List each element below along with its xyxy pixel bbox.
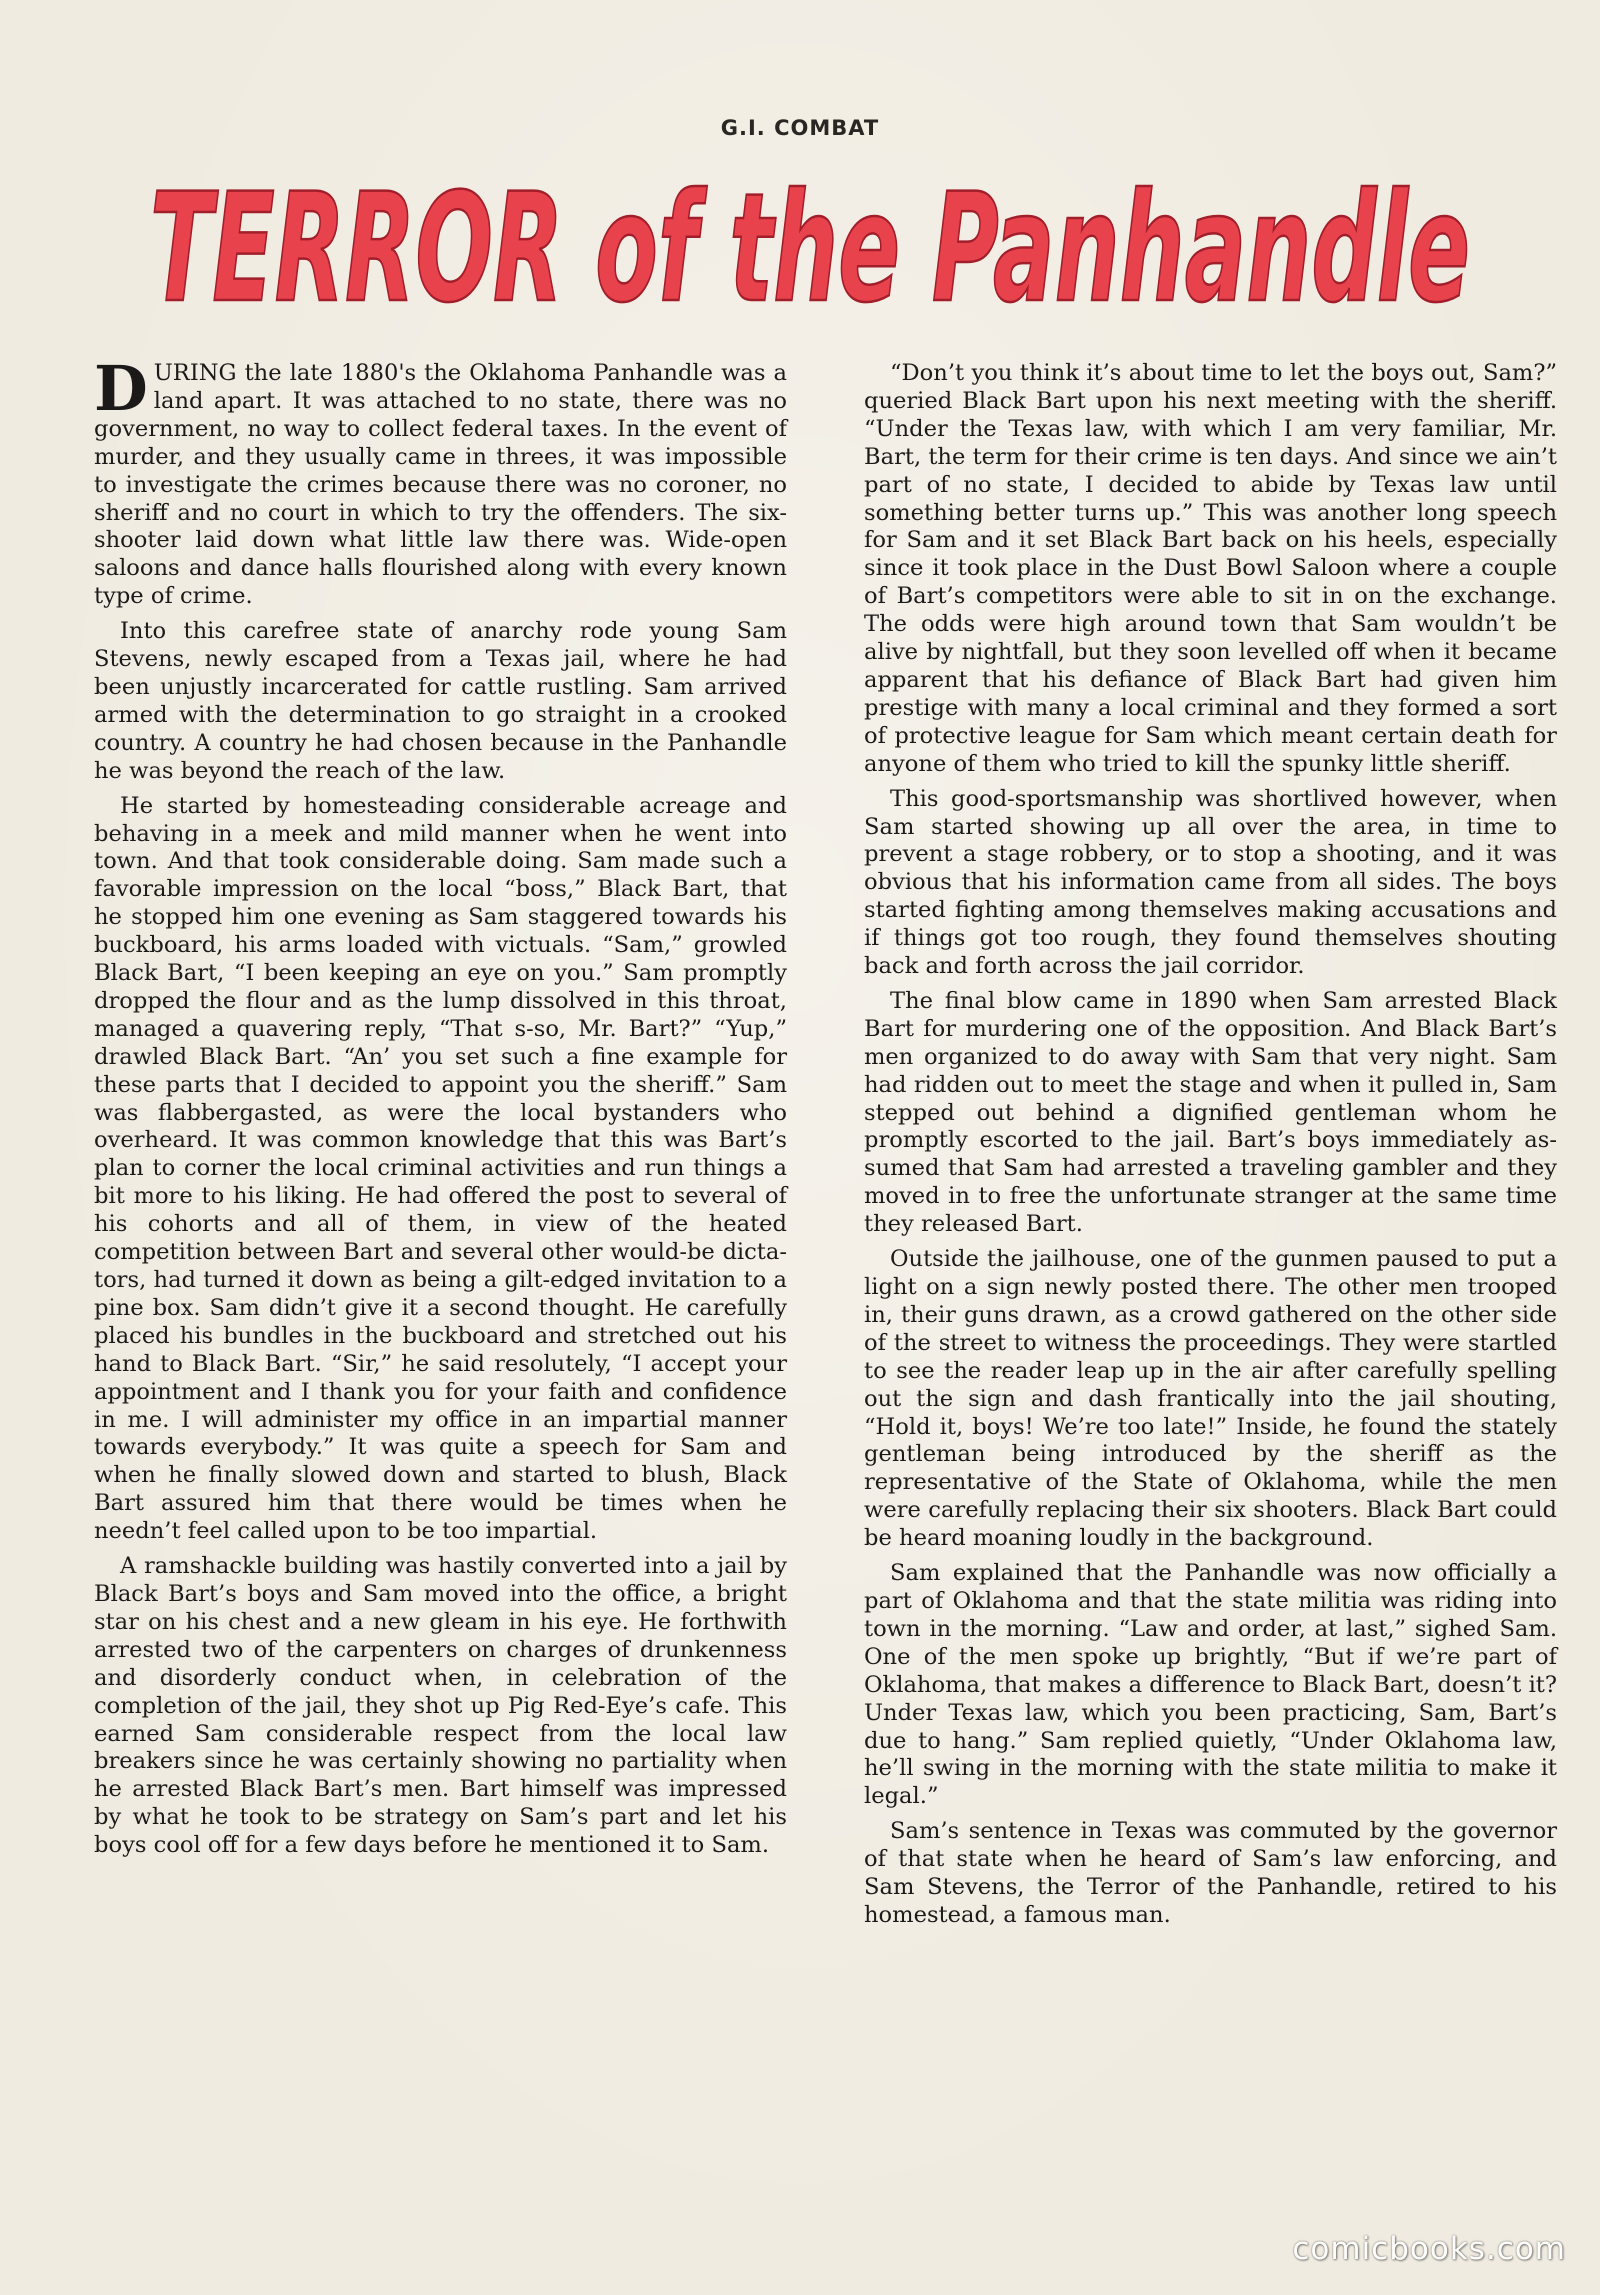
story-paragraph: A ramshackle building was hastily converted into a jail by Black Bart’s boys and Sam moved into the office, a bright star on his chest and a new gleam in his eye. He forthwith arrested two of the carpenters on charges of drunkenness and disorderly conduct when, in celebration of the completion of the jail, they shot up Pig Red-Eye’s cafe. This earned Sam considerable respect from the local law breakers since he was certainly showing no partiality when he arrested Black Bart’s men. Bart himself was impressed by what he took to be strategy on Sam’s part and let his boys cool off for a few days before he mentioned it to Sam. bbox=[94, 1553, 787, 1859]
running-head: G.I. COMBAT bbox=[720, 116, 880, 140]
story-column-right bbox=[864, 360, 1557, 1937]
story-paragraph: Outside the jailhouse, one of the gunmen paused to put a light on a sign newly posted there. The other men trooped in, their guns drawn, as a crowd gathered on the other side of the street to witness the proceedings. They were startled to see the reader leap up in the air after carefully spelling out the sign and dash frantically into the jail shouting, “Hold it, boys! We’re too late!” Inside, he found the stately gentleman being introduced by the sheriff as the representative of the State of Oklahoma, while the men were carefully replacing their six shooters. Black Bart could be heard moaning loudly in the background. bbox=[864, 1246, 1557, 1552]
story-paragraph: “Don’t you think it’s about time to let the boys out, Sam?” queried Black Bart upon his next meeting with the sheriff. “Under the Texas law, with which I am very familiar, Mr. Bart, the term for their crime is ten days. And since we ain’t part of no state, I decided to abide by Texas law until something better turns up.” This was another long speech for Sam and it set Black Bart back on his heels, especially since it took place in the Dust Bowl Saloon where a couple of Bart’s competitors were able to sit in on the exchange. The odds were high around town that Sam wouldn’t be alive by nightfall, but they soon levelled off when it became apparent that his defiance of Black Bart had given him prestige with many a local criminal and they formed a sort of protective league for Sam which meant certain death for anyone of them who tried to kill the spunky little sheriff. bbox=[864, 360, 1557, 777]
story-paragraph: Sam’s sentence in Texas was commuted by the governor of that state when he heard of Sam’s law enforcing, and Sam Stevens, the Terror of the Panhandle, retired to his homestead, a famous man. bbox=[864, 1818, 1557, 1928]
story-paragraph: He started by homesteading considerable acreage and behaving in a meek and mild manner when he went into town. And that took considerable doing. Sam made such a favorable impression on the local “boss,” Black Bart, that he stopped him one evening as Sam staggered towards his buckboard, his arms loaded with victuals. “Sam,” growled Black Bart, “I been keeping an eye on you.” Sam promptly dropped the flour and as the lump dissolved in this throat, managed a quavering reply, “That s-so, Mr. Bart?” “Yup,” drawled Black Bart. “An’ you set such a fine example for these parts that I decided to appoint you the sheriff.” Sam was flabbergasted, as were the local bystanders who overheard. It was common knowledge that this was Bart’s plan to corner the local criminal activities and run things a bit more to his liking. He had offered the post to several of his cohorts and all of them, in view of the heated competition between Bart and several other would-be dictators, had turned it down as being a gilt-edged invitation to a pine box. Sam didn’t give it a second thought. He carefully placed his bundles in the buckboard and stretched out his hand to Black Bart. “Sir,” he said resolutely, “I accept your appointment and I thank you for your faith and confidence in me. I will administer my office in an impartial manner towards everybody.” It was quite a speech for Sam and when he finally slowed down and started to blush, Black Bart assured him that there would be times when he needn’t feel called upon to be too impartial. bbox=[94, 792, 787, 1545]
story-paragraph: Into this carefree state of anarchy rode young Sam Stevens, newly escaped from a Texas jail, where he had been unjustly incarcerated for cattle rustling. Sam arrived armed with the determination to go straight in a crooked country. A country he had chosen because in the Panhandle he was beyond the reach of the law. bbox=[94, 618, 787, 784]
paragraph-text: URING the late 1880's the Oklahoma Panhandle was a land apart. It was attached to no state, there was no government, no way to collect federal taxes. In the event of murder, and they usually came in threes, it was impossible to investigate the crimes because there was no coroner, no sheriff and no court in which to try the offenders. The six-shooter laid down what little law there was. Wide-open saloons and dance halls flourished along with every known type of crime. bbox=[94, 360, 787, 610]
drop-cap: D bbox=[94, 352, 148, 425]
title-lettering bbox=[150, 150, 1480, 340]
story-paragraph: This good-sportsmanship was shortlived however, when Sam started showing up all over the area, in time to prevent a stage robbery, or to stop a shooting, and it was obvious that his information came from all sides. The boys started fighting among themselves making accusations and if things got too rough, they found themselves shouting back and forth across the jail corridor. bbox=[864, 785, 1557, 980]
story-title bbox=[150, 150, 1480, 340]
story-paragraph bbox=[94, 352, 787, 611]
story-paragraph: The final blow came in 1890 when Sam arrested Black Bart for murdering one of the opposition. And Black Bart’s men organized to do away with Sam that very night. Sam had ridden out to meet the stage and when it pulled in, Sam stepped out behind a dignified gentleman whom he promptly escorted to the jail. Bart’s boys immediately assumed that Sam had arrested a traveling gambler and they moved in to free the unfortunate stranger at the same time they released Bart. bbox=[864, 987, 1557, 1238]
title-text: TERROR of the Panhandle bbox=[150, 162, 1470, 336]
story-column-left bbox=[94, 352, 787, 1867]
story-paragraph: Sam explained that the Panhandle was now officially a part of Oklahoma and that the state militia was riding into town in the morning. “Law and order, at last,” sighed Sam. One of the men spoke up brightly, “But if we’re part of Oklahoma, that makes a difference to Black Bart, doesn’t it? Under Texas law, which you been practicing, Sam, Bart’s due to hang.” Sam replied quietly, “Under Oklahoma law, he’ll swing in the morning with the state militia to make it legal.” bbox=[864, 1560, 1557, 1810]
site-watermark: comicbooks.com bbox=[1292, 2231, 1566, 2267]
